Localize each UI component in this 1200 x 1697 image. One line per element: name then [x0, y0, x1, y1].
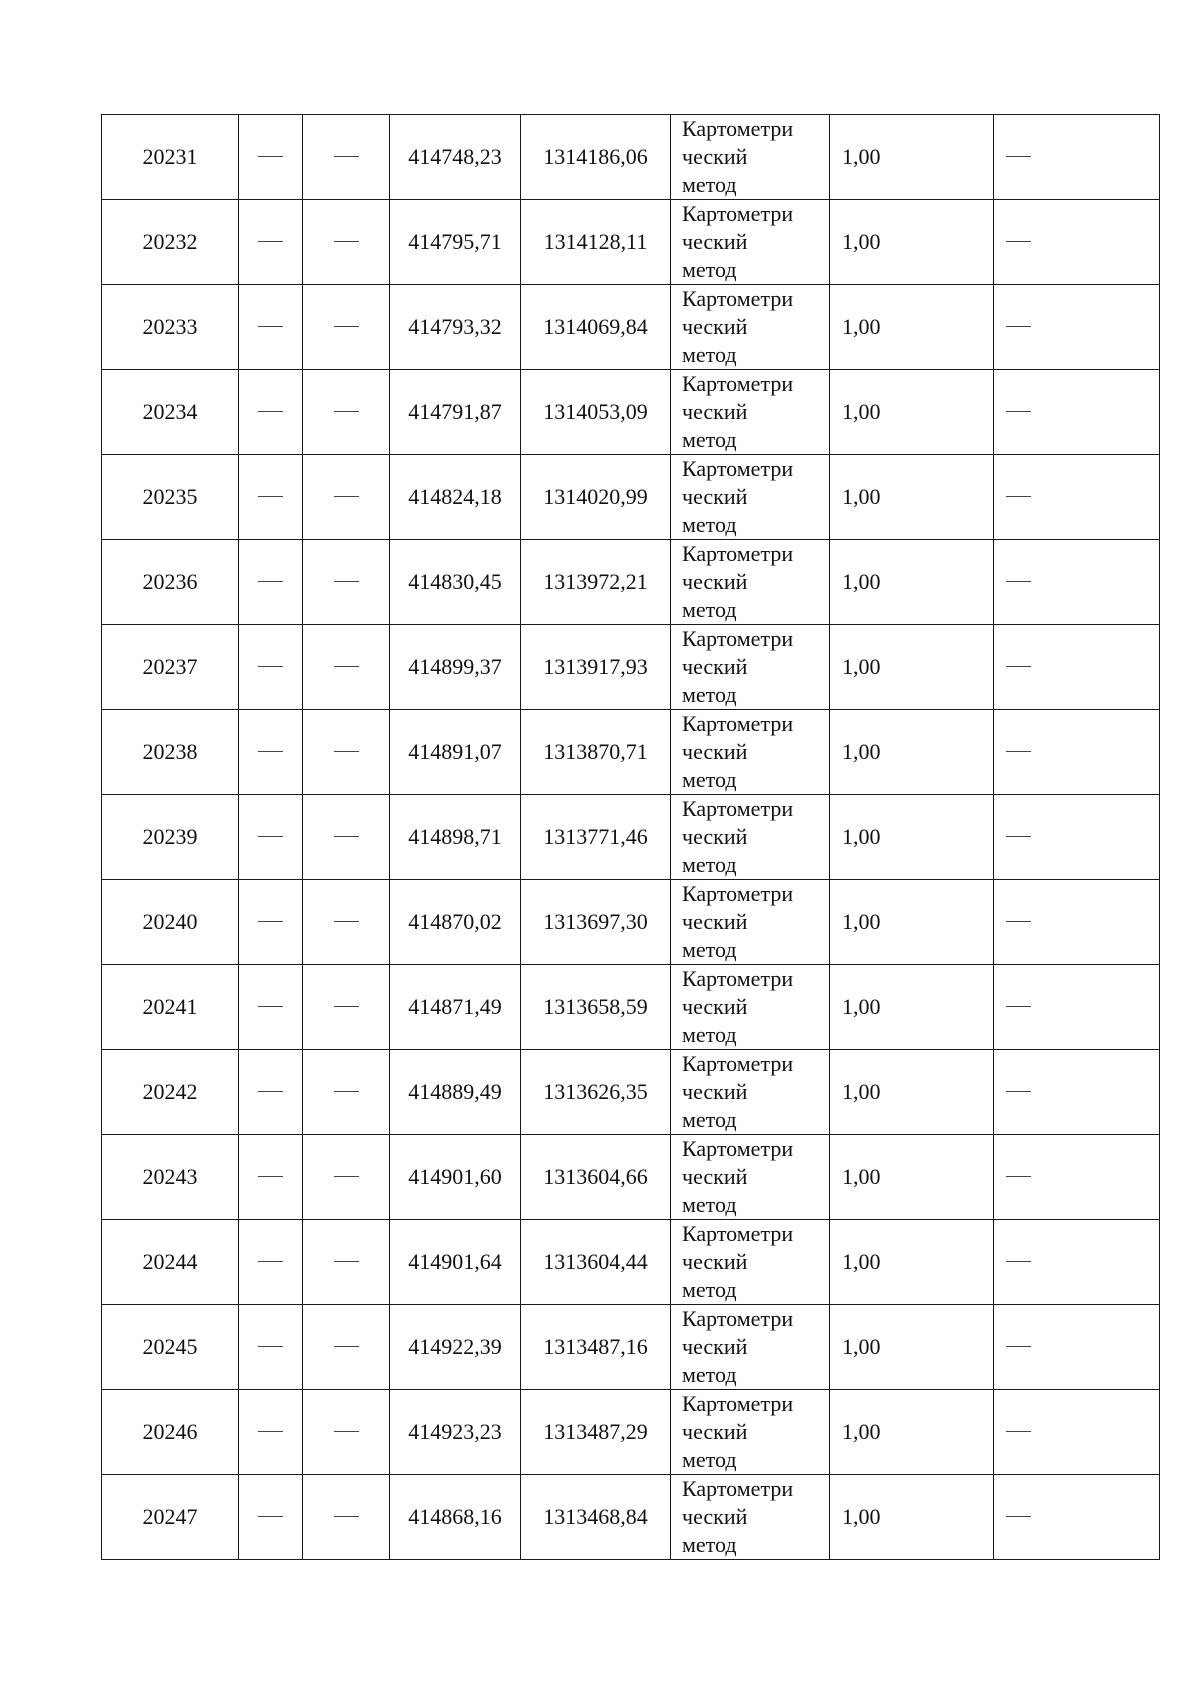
point-number-cell: 20236 — [102, 540, 239, 625]
point-number-cell: 20233 — [102, 285, 239, 370]
method-text-line: Картометри — [682, 626, 794, 651]
empty-value-dash — [1006, 1176, 1031, 1177]
empty-value-dash — [1006, 921, 1031, 922]
empty-value-dash — [334, 156, 359, 157]
empty-value-dash — [258, 581, 283, 582]
table-row — [102, 1475, 1160, 1560]
y-coordinate-cell: 1313604,66 — [521, 1135, 671, 1220]
empty-cell — [239, 625, 303, 710]
point-number-cell: 20237 — [102, 625, 239, 710]
empty-cell — [994, 880, 1160, 965]
empty-value-dash — [258, 666, 283, 667]
method-text-line: Картометри — [682, 1051, 794, 1076]
method-text-line: метод — [682, 512, 737, 537]
method-text-line: Картометри — [682, 201, 794, 226]
method-cell — [671, 455, 830, 540]
empty-value-dash — [1006, 241, 1031, 242]
empty-cell — [239, 880, 303, 965]
empty-cell — [239, 455, 303, 540]
method-cell — [671, 200, 830, 285]
method-cell — [671, 285, 830, 370]
empty-cell — [303, 285, 390, 370]
empty-cell — [303, 795, 390, 880]
method-cell — [671, 370, 830, 455]
x-coordinate-cell: 414748,23 — [390, 115, 521, 200]
y-coordinate-cell: 1313468,84 — [521, 1475, 671, 1560]
method-text-line: Картометри — [682, 881, 794, 906]
method-text-line: ческий — [682, 1079, 748, 1104]
empty-cell — [303, 965, 390, 1050]
empty-value-dash — [258, 1431, 283, 1432]
x-coordinate-cell: 414898,71 — [390, 795, 521, 880]
accuracy-cell: 1,00 — [830, 285, 994, 370]
empty-value-dash — [1006, 666, 1031, 667]
empty-value-dash — [1006, 1261, 1031, 1262]
empty-cell — [303, 370, 390, 455]
method-text-line: метод — [682, 257, 737, 282]
point-number-cell: 20243 — [102, 1135, 239, 1220]
empty-value-dash — [334, 751, 359, 752]
accuracy-cell: 1,00 — [830, 540, 994, 625]
empty-cell — [994, 455, 1160, 540]
method-text-line: метод — [682, 1192, 737, 1217]
accuracy-cell: 1,00 — [830, 795, 994, 880]
empty-value-dash — [258, 751, 283, 752]
method-cell — [671, 1305, 830, 1390]
method-text-line: Картометри — [682, 541, 794, 566]
accuracy-cell: 1,00 — [830, 1220, 994, 1305]
point-number-cell: 20246 — [102, 1390, 239, 1475]
method-text-line: ческий — [682, 399, 748, 424]
method-cell — [671, 625, 830, 710]
method-cell — [671, 115, 830, 200]
table-row — [102, 1220, 1160, 1305]
accuracy-cell: 1,00 — [830, 115, 994, 200]
method-text-line: метод — [682, 1532, 737, 1557]
accuracy-cell: 1,00 — [830, 1135, 994, 1220]
empty-cell — [303, 540, 390, 625]
empty-cell — [994, 285, 1160, 370]
empty-value-dash — [258, 156, 283, 157]
point-number-cell: 20244 — [102, 1220, 239, 1305]
empty-cell — [303, 115, 390, 200]
y-coordinate-cell: 1313771,46 — [521, 795, 671, 880]
x-coordinate-cell: 414923,23 — [390, 1390, 521, 1475]
empty-cell — [994, 710, 1160, 795]
coordinates-table — [101, 114, 1160, 1560]
y-coordinate-cell: 1313917,93 — [521, 625, 671, 710]
table-row — [102, 370, 1160, 455]
table-row — [102, 540, 1160, 625]
y-coordinate-cell: 1313487,16 — [521, 1305, 671, 1390]
empty-cell — [303, 1475, 390, 1560]
empty-cell — [239, 370, 303, 455]
empty-value-dash — [1006, 496, 1031, 497]
empty-value-dash — [258, 1516, 283, 1517]
accuracy-cell: 1,00 — [830, 880, 994, 965]
x-coordinate-cell: 414824,18 — [390, 455, 521, 540]
method-text-line: ческий — [682, 739, 748, 764]
empty-value-dash — [1006, 1091, 1031, 1092]
empty-cell — [994, 1390, 1160, 1475]
empty-value-dash — [258, 1091, 283, 1092]
method-text-line: ческий — [682, 994, 748, 1019]
empty-cell — [303, 1305, 390, 1390]
method-cell — [671, 965, 830, 1050]
x-coordinate-cell: 414830,45 — [390, 540, 521, 625]
empty-value-dash — [334, 1006, 359, 1007]
empty-cell — [239, 1050, 303, 1135]
x-coordinate-cell: 414868,16 — [390, 1475, 521, 1560]
empty-cell — [994, 540, 1160, 625]
empty-value-dash — [258, 1261, 283, 1262]
method-text-line: Картометри — [682, 116, 794, 141]
empty-value-dash — [334, 326, 359, 327]
empty-cell — [994, 1050, 1160, 1135]
accuracy-cell: 1,00 — [830, 200, 994, 285]
point-number-cell: 20231 — [102, 115, 239, 200]
empty-cell — [239, 1475, 303, 1560]
method-text-line: ческий — [682, 144, 748, 169]
empty-value-dash — [334, 1516, 359, 1517]
point-number-cell: 20245 — [102, 1305, 239, 1390]
empty-cell — [994, 795, 1160, 880]
table-row — [102, 455, 1160, 540]
method-text-line: Картометри — [682, 1136, 794, 1161]
empty-cell — [303, 880, 390, 965]
empty-value-dash — [1006, 1431, 1031, 1432]
table-row — [102, 1135, 1160, 1220]
method-text-line: ческий — [682, 569, 748, 594]
empty-value-dash — [1006, 1516, 1031, 1517]
method-text-line: ческий — [682, 654, 748, 679]
y-coordinate-cell: 1314069,84 — [521, 285, 671, 370]
accuracy-cell: 1,00 — [830, 965, 994, 1050]
table-row — [102, 880, 1160, 965]
method-text-line: ческий — [682, 229, 748, 254]
accuracy-cell: 1,00 — [830, 1305, 994, 1390]
x-coordinate-cell: 414922,39 — [390, 1305, 521, 1390]
empty-value-dash — [334, 1431, 359, 1432]
method-text-line: ческий — [682, 1164, 748, 1189]
accuracy-cell: 1,00 — [830, 1050, 994, 1135]
table-row — [102, 710, 1160, 795]
empty-cell — [994, 1305, 1160, 1390]
point-number-cell: 20241 — [102, 965, 239, 1050]
point-number-cell: 20247 — [102, 1475, 239, 1560]
empty-value-dash — [1006, 326, 1031, 327]
table-row — [102, 1305, 1160, 1390]
empty-value-dash — [1006, 751, 1031, 752]
method-text-line: Картометри — [682, 1221, 794, 1246]
empty-value-dash — [334, 1261, 359, 1262]
x-coordinate-cell: 414793,32 — [390, 285, 521, 370]
y-coordinate-cell: 1314020,99 — [521, 455, 671, 540]
empty-cell — [994, 1475, 1160, 1560]
method-text-line: метод — [682, 172, 737, 197]
method-text-line: метод — [682, 597, 737, 622]
table-row — [102, 625, 1160, 710]
empty-value-dash — [334, 581, 359, 582]
y-coordinate-cell: 1313972,21 — [521, 540, 671, 625]
method-text-line: Картометри — [682, 1391, 794, 1416]
empty-value-dash — [334, 921, 359, 922]
empty-cell — [994, 370, 1160, 455]
table-row — [102, 1050, 1160, 1135]
x-coordinate-cell: 414791,87 — [390, 370, 521, 455]
empty-value-dash — [258, 1006, 283, 1007]
empty-cell — [994, 1220, 1160, 1305]
empty-cell — [303, 1390, 390, 1475]
method-text-line: ческий — [682, 1334, 748, 1359]
method-text-line: ческий — [682, 909, 748, 934]
method-text-line: Картометри — [682, 966, 794, 991]
method-cell — [671, 1220, 830, 1305]
method-text-line: Картометри — [682, 1306, 794, 1331]
empty-value-dash — [258, 411, 283, 412]
empty-value-dash — [258, 496, 283, 497]
method-text-line: Картометри — [682, 456, 794, 481]
accuracy-cell: 1,00 — [830, 1390, 994, 1475]
empty-cell — [303, 1135, 390, 1220]
empty-value-dash — [334, 1091, 359, 1092]
empty-value-dash — [1006, 411, 1031, 412]
method-cell — [671, 710, 830, 795]
table-row — [102, 115, 1160, 200]
empty-cell — [239, 1305, 303, 1390]
empty-cell — [994, 625, 1160, 710]
table-body — [102, 115, 1160, 1560]
empty-cell — [303, 1050, 390, 1135]
x-coordinate-cell: 414899,37 — [390, 625, 521, 710]
x-coordinate-cell: 414871,49 — [390, 965, 521, 1050]
table-row — [102, 200, 1160, 285]
y-coordinate-cell: 1313626,35 — [521, 1050, 671, 1135]
y-coordinate-cell: 1313870,71 — [521, 710, 671, 795]
method-text-line: ческий — [682, 484, 748, 509]
empty-value-dash — [334, 836, 359, 837]
empty-value-dash — [1006, 156, 1031, 157]
y-coordinate-cell: 1314128,11 — [521, 200, 671, 285]
method-text-line: метод — [682, 1362, 737, 1387]
empty-value-dash — [334, 241, 359, 242]
y-coordinate-cell: 1313658,59 — [521, 965, 671, 1050]
table-row — [102, 285, 1160, 370]
method-cell — [671, 795, 830, 880]
empty-value-dash — [334, 496, 359, 497]
method-text-line: Картометри — [682, 1476, 794, 1501]
empty-cell — [303, 200, 390, 285]
empty-cell — [303, 625, 390, 710]
method-text-line: метод — [682, 937, 737, 962]
method-cell — [671, 1390, 830, 1475]
method-text-line: метод — [682, 342, 737, 367]
point-number-cell: 20239 — [102, 795, 239, 880]
method-text-line: Картометри — [682, 796, 794, 821]
accuracy-cell: 1,00 — [830, 1475, 994, 1560]
empty-cell — [303, 1220, 390, 1305]
point-number-cell: 20240 — [102, 880, 239, 965]
empty-value-dash — [334, 666, 359, 667]
method-cell — [671, 1135, 830, 1220]
accuracy-cell: 1,00 — [830, 370, 994, 455]
method-text-line: метод — [682, 852, 737, 877]
point-number-cell: 20238 — [102, 710, 239, 795]
method-text-line: метод — [682, 1107, 737, 1132]
accuracy-cell: 1,00 — [830, 625, 994, 710]
x-coordinate-cell: 414891,07 — [390, 710, 521, 795]
empty-cell — [239, 1220, 303, 1305]
empty-value-dash — [1006, 1006, 1031, 1007]
y-coordinate-cell: 1313487,29 — [521, 1390, 671, 1475]
empty-cell — [239, 285, 303, 370]
empty-value-dash — [334, 1346, 359, 1347]
empty-value-dash — [1006, 1346, 1031, 1347]
method-cell — [671, 880, 830, 965]
x-coordinate-cell: 414889,49 — [390, 1050, 521, 1135]
method-text-line: метод — [682, 427, 737, 452]
point-number-cell: 20234 — [102, 370, 239, 455]
empty-value-dash — [258, 241, 283, 242]
empty-cell — [239, 1135, 303, 1220]
x-coordinate-cell: 414901,64 — [390, 1220, 521, 1305]
empty-value-dash — [1006, 836, 1031, 837]
method-text-line: ческий — [682, 1419, 748, 1444]
empty-value-dash — [1006, 581, 1031, 582]
method-text-line: метод — [682, 767, 737, 792]
point-number-cell: 20235 — [102, 455, 239, 540]
empty-cell — [994, 115, 1160, 200]
method-text-line: ческий — [682, 1504, 748, 1529]
table-row — [102, 795, 1160, 880]
empty-value-dash — [258, 326, 283, 327]
x-coordinate-cell: 414795,71 — [390, 200, 521, 285]
y-coordinate-cell: 1313604,44 — [521, 1220, 671, 1305]
table-row — [102, 1390, 1160, 1475]
empty-cell — [239, 710, 303, 795]
accuracy-cell: 1,00 — [830, 710, 994, 795]
y-coordinate-cell: 1314053,09 — [521, 370, 671, 455]
empty-cell — [994, 965, 1160, 1050]
method-text-line: метод — [682, 1022, 737, 1047]
accuracy-cell: 1,00 — [830, 455, 994, 540]
empty-value-dash — [258, 1176, 283, 1177]
empty-cell — [303, 455, 390, 540]
empty-value-dash — [334, 411, 359, 412]
y-coordinate-cell: 1314186,06 — [521, 115, 671, 200]
x-coordinate-cell: 414870,02 — [390, 880, 521, 965]
x-coordinate-cell: 414901,60 — [390, 1135, 521, 1220]
y-coordinate-cell: 1313697,30 — [521, 880, 671, 965]
empty-value-dash — [258, 921, 283, 922]
empty-cell — [239, 965, 303, 1050]
point-number-cell: 20242 — [102, 1050, 239, 1135]
method-cell — [671, 540, 830, 625]
method-text-line: Картометри — [682, 286, 794, 311]
method-text-line: ческий — [682, 314, 748, 339]
empty-value-dash — [258, 836, 283, 837]
empty-value-dash — [334, 1176, 359, 1177]
empty-cell — [239, 200, 303, 285]
empty-value-dash — [258, 1346, 283, 1347]
method-cell — [671, 1475, 830, 1560]
empty-cell — [239, 795, 303, 880]
method-cell — [671, 1050, 830, 1135]
empty-cell — [994, 200, 1160, 285]
method-text-line: Картометри — [682, 711, 794, 736]
method-text-line: ческий — [682, 1249, 748, 1274]
method-text-line: ческий — [682, 824, 748, 849]
method-text-line: метод — [682, 1277, 737, 1302]
method-text-line: Картометри — [682, 371, 794, 396]
empty-cell — [239, 540, 303, 625]
point-number-cell: 20232 — [102, 200, 239, 285]
empty-cell — [303, 710, 390, 795]
empty-cell — [994, 1135, 1160, 1220]
empty-cell — [239, 115, 303, 200]
method-text-line: метод — [682, 1447, 737, 1472]
table-row — [102, 965, 1160, 1050]
method-text-line: метод — [682, 682, 737, 707]
empty-cell — [239, 1390, 303, 1475]
